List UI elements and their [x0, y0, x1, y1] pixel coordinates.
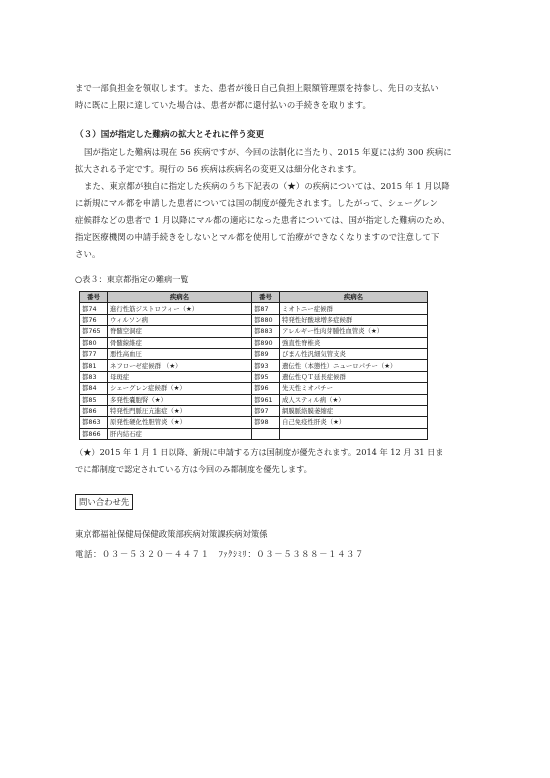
- header-disease-right: 疾病名: [280, 292, 428, 303]
- disease-number: 都866: [80, 428, 108, 439]
- para2-line-1: また、東京都が独自に指定した疾病のうち下記表の（★）の疾病については、2015 年 1 月以降: [84, 181, 450, 191]
- table-header-row: [80, 292, 428, 303]
- table-row: [80, 337, 428, 348]
- table-caption: ○表３：東京都指定の難病一覧: [75, 274, 189, 284]
- disease-number: 都80: [80, 337, 108, 348]
- disease-number: 都74: [80, 303, 108, 314]
- disease-name: 成人スティル病（★）: [280, 394, 428, 405]
- disease-number: 都96: [252, 383, 280, 394]
- para2-line-4: 指定医療機関の申請手続きをしないとマル都を使用して治療ができなくなりますので注意して下: [75, 232, 440, 242]
- disease-name: ネフローゼ症候群 （★）: [108, 360, 252, 371]
- contact-phone: 電話：０３－５３２０－４４７１ ﾌｧｸｼﾐﾘ：０３－５３８８－１４３７: [75, 549, 364, 559]
- para1-line-1: 国が指定した難病は現在 56 疾病ですが、今回の法制化に当たり、2015 年夏には約 300 疾病に: [84, 147, 452, 157]
- disease-number: 都83: [80, 371, 108, 382]
- disease-name: びまん性汎細気管支炎: [280, 348, 428, 359]
- disease-number: 都97: [252, 405, 280, 416]
- disease-number: 都95: [252, 371, 280, 382]
- disease-number: 都81: [80, 360, 108, 371]
- disease-name: 母斑症: [108, 371, 252, 382]
- disease-number: 都84: [80, 383, 108, 394]
- disease-name: 自己免疫性肝炎（★）: [280, 417, 428, 428]
- disease-number: 都77: [80, 348, 108, 359]
- disease-number: 都93: [252, 360, 280, 371]
- disease-name: 遺伝性（本態性）ニューロパチー（★）: [280, 360, 428, 371]
- disease-number: 都98: [252, 417, 280, 428]
- table-row: [80, 417, 428, 428]
- para2-line-2: に新規にマル都を申請した患者については国の制度が優先されます。したがって、シェーグレン: [75, 198, 439, 208]
- table-row: [80, 394, 428, 405]
- disease-number: 都85: [80, 394, 108, 405]
- note-line-1: （★）2015 年 1 月 1 日以降、新規に申請する方は国制度が優先されます。2014 年 12 月 31 日ま: [75, 447, 444, 457]
- disease-name: シェーグレン症候群（★）: [108, 383, 252, 394]
- table-row: [80, 326, 428, 337]
- header-disease-left: 疾病名: [108, 292, 252, 303]
- intro-line-1: まで一部負担金を領収します。また、患者が後日自己負担上限額管理票を持参し、先日の支払い: [75, 83, 439, 93]
- disease-number: 都86: [80, 405, 108, 416]
- disease-number: 都76: [80, 314, 108, 325]
- section-3-heading: （３）国が指定した難病の拡大とそれに伴う変更: [75, 130, 265, 140]
- disease-name: 遺伝性ＱＴ延長症候群: [280, 371, 428, 382]
- contact-label-box: 問い合わせ先: [75, 494, 133, 510]
- disease-name: 肝内結石症: [108, 428, 252, 439]
- para1-line-2: 拡大される予定です。現行の 56 疾病は疾病名の変更又は細分化されます。: [75, 164, 362, 174]
- table-row: [80, 383, 428, 394]
- disease-number: 都961: [252, 394, 280, 405]
- section-3-paragraph-1: [75, 144, 480, 178]
- disease-name: 網膜脈絡膜萎縮症: [280, 405, 428, 416]
- disease-number: 都880: [252, 314, 280, 325]
- disease-table: [79, 291, 428, 440]
- disease-name: 原発性硬化性胆管炎（★）: [108, 417, 252, 428]
- disease-name: 進行性筋ジストロフィー（★）: [108, 303, 252, 314]
- disease-number: 都883: [252, 326, 280, 337]
- disease-name: 脊髄空洞症: [108, 326, 252, 337]
- disease-name: 悪性高血圧: [108, 348, 252, 359]
- disease-name: ウィルソン病: [108, 314, 252, 325]
- disease-number: 都890: [252, 337, 280, 348]
- table-row: [80, 360, 428, 371]
- intro-paragraph: [75, 80, 480, 114]
- table-row: [80, 348, 428, 359]
- disease-name: 特発性好酸球増多症候群: [280, 314, 428, 325]
- table-note: [75, 444, 480, 478]
- disease-number: 都765: [80, 326, 108, 337]
- disease-name: [280, 428, 428, 439]
- contact-department: 東京都福祉保健局保健政策部疾病対策課疾病対策係: [75, 529, 268, 539]
- disease-name: 強直性脊椎炎: [280, 337, 428, 348]
- disease-name: アレルギー性肉芽腫性血管炎（★）: [280, 326, 428, 337]
- disease-number: 都863: [80, 417, 108, 428]
- header-number-right: 番号: [252, 292, 280, 303]
- disease-number: 都87: [252, 303, 280, 314]
- disease-number: 都89: [252, 348, 280, 359]
- disease-name: ミオトニー症候群: [280, 303, 428, 314]
- header-number-left: 番号: [80, 292, 108, 303]
- table-row: [80, 314, 428, 325]
- note-line-2: でに都制度で認定されている方は今回のみ都制度を優先します。: [75, 464, 312, 474]
- disease-name: 骨髄線維症: [108, 337, 252, 348]
- table-row: [80, 303, 428, 314]
- table-row: [80, 405, 428, 416]
- para2-line-5: さい。: [75, 249, 101, 259]
- disease-number: [252, 428, 280, 439]
- para2-line-3: 症候群などの患者で 1 月以降にマル都の適応になった患者については、国が指定した難病のため、: [75, 215, 450, 225]
- table-row: [80, 428, 428, 439]
- disease-name: 先天性ミオパチー: [280, 383, 428, 394]
- table-row: [80, 371, 428, 382]
- disease-name: 特発性門脈圧亢進症（★）: [108, 405, 252, 416]
- disease-name: 多発性嚢胞腎（★）: [108, 394, 252, 405]
- intro-line-2: 時に既に上限に達していた場合は、患者が都に還付払いの手続きを取ります。: [75, 100, 371, 110]
- section-3-paragraph-2: [75, 178, 480, 263]
